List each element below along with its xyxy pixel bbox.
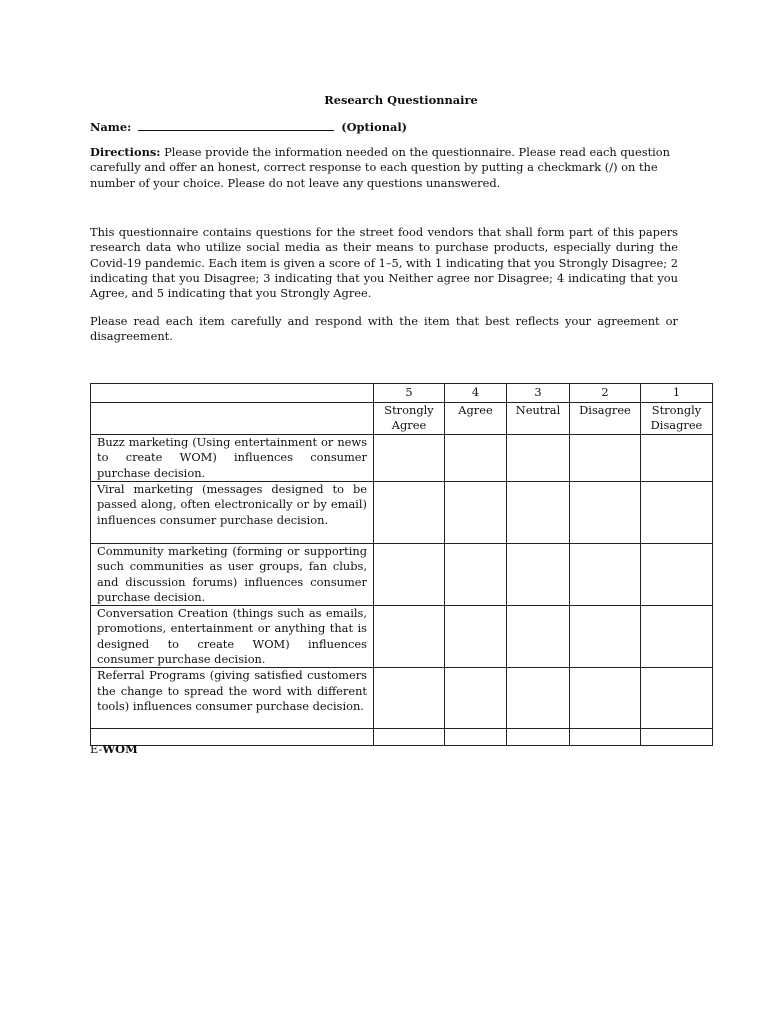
item-referral-programs: Referral Programs (giving satisfied customers the change to spread the word with different tools) influences consumer purchase decision. <box>91 668 374 729</box>
section-heading-ewom <box>90 742 138 757</box>
directions-text: Please provide the information needed on the questionnaire. Please read each question carefully and offer an honest, correct response to each question by putting a checkmark (/) on the number of your choice. Please do not leave any questions unanswered. <box>90 145 670 190</box>
item-community-marketing: Community marketing (forming or supporting such communities as user groups, fan clubs, and discussion forums) influences consumer purchase decision. <box>91 544 374 606</box>
answer-cell[interactable] <box>374 435 445 482</box>
directions-paragraph <box>90 145 680 191</box>
likert-table <box>90 383 713 746</box>
answer-cell[interactable] <box>445 606 507 668</box>
answer-cell[interactable] <box>570 544 641 606</box>
label-agree: Agree <box>445 403 507 435</box>
item-conversation-creation: Conversation Creation (things such as emails, promotions, entertainment or anything that is designed to create WOM) influences consumer purchase decision. <box>91 606 374 668</box>
label-strongly-agree: Strongly Agree <box>374 403 445 435</box>
answer-cell[interactable] <box>570 435 641 482</box>
answer-cell[interactable] <box>570 482 641 544</box>
answer-cell[interactable] <box>641 668 713 729</box>
table-row <box>91 544 713 606</box>
score-header-empty <box>91 384 374 403</box>
answer-cell[interactable] <box>445 729 507 746</box>
answer-cell[interactable] <box>641 435 713 482</box>
table-row <box>91 606 713 668</box>
table-row <box>91 482 713 544</box>
item-viral-marketing: Viral marketing (messages designed to be passed along, often electronically or by email) influences consumer purchase decision. <box>91 482 374 544</box>
answer-cell[interactable] <box>641 729 713 746</box>
name-label: Name: <box>90 120 132 134</box>
answer-cell[interactable] <box>641 544 713 606</box>
answer-cell[interactable] <box>445 435 507 482</box>
answer-cell[interactable] <box>507 668 570 729</box>
answer-cell[interactable] <box>507 544 570 606</box>
table-row <box>91 668 713 729</box>
answer-cell[interactable] <box>374 606 445 668</box>
score-1: 1 <box>641 384 713 403</box>
name-optional-note: (Optional) <box>341 120 408 134</box>
table-row-empty <box>91 729 713 746</box>
answer-cell[interactable] <box>570 606 641 668</box>
answer-cell[interactable] <box>507 606 570 668</box>
label-neutral: Neutral <box>507 403 570 435</box>
table-row <box>91 435 713 482</box>
page-title: Research Questionnaire <box>324 93 478 107</box>
answer-cell[interactable] <box>507 729 570 746</box>
instruction-paragraph: Please read each item carefully and respond with the item that best reflects your agreement or disagreement. <box>90 314 678 344</box>
label-disagree: Disagree <box>570 403 641 435</box>
answer-cell[interactable] <box>507 435 570 482</box>
score-row <box>91 384 713 403</box>
answer-cell[interactable] <box>374 482 445 544</box>
label-header-empty <box>91 403 374 435</box>
directions-label: Directions: <box>90 145 161 159</box>
answer-cell[interactable] <box>641 606 713 668</box>
answer-cell[interactable] <box>570 668 641 729</box>
label-row <box>91 403 713 435</box>
ewom-bold: WOM <box>102 742 138 756</box>
name-blank-line[interactable] <box>138 119 334 131</box>
score-5: 5 <box>374 384 445 403</box>
answer-cell[interactable] <box>374 544 445 606</box>
score-2: 2 <box>570 384 641 403</box>
answer-cell[interactable] <box>445 544 507 606</box>
answer-cell[interactable] <box>641 482 713 544</box>
answer-cell[interactable] <box>445 482 507 544</box>
intro-paragraph: This questionnaire contains questions for the street food vendors that shall form part of this papers research data who utilize social media as their means to purchase products, especially during the Covid-19 pandemic. Each item is given a score of 1–5, with 1 indicating that you Strongly Disagree; 2 indicating that you Disagree; 3 indicating that you Neither agree nor Disagree; 4 indicating that you Agree, and 5 indicating that you Strongly Agree. <box>90 225 678 301</box>
answer-cell[interactable] <box>445 668 507 729</box>
score-4: 4 <box>445 384 507 403</box>
score-3: 3 <box>507 384 570 403</box>
item-buzz-marketing: Buzz marketing (Using entertainment or news to create WOM) influences consumer purchase decision. <box>91 435 374 482</box>
answer-cell[interactable] <box>507 482 570 544</box>
answer-cell[interactable] <box>570 729 641 746</box>
ewom-prefix: E- <box>90 742 103 756</box>
answer-cell[interactable] <box>374 668 445 729</box>
label-strongly-disagree: Strongly Disagree <box>641 403 713 435</box>
name-field <box>90 119 407 135</box>
answer-cell[interactable] <box>374 729 445 746</box>
